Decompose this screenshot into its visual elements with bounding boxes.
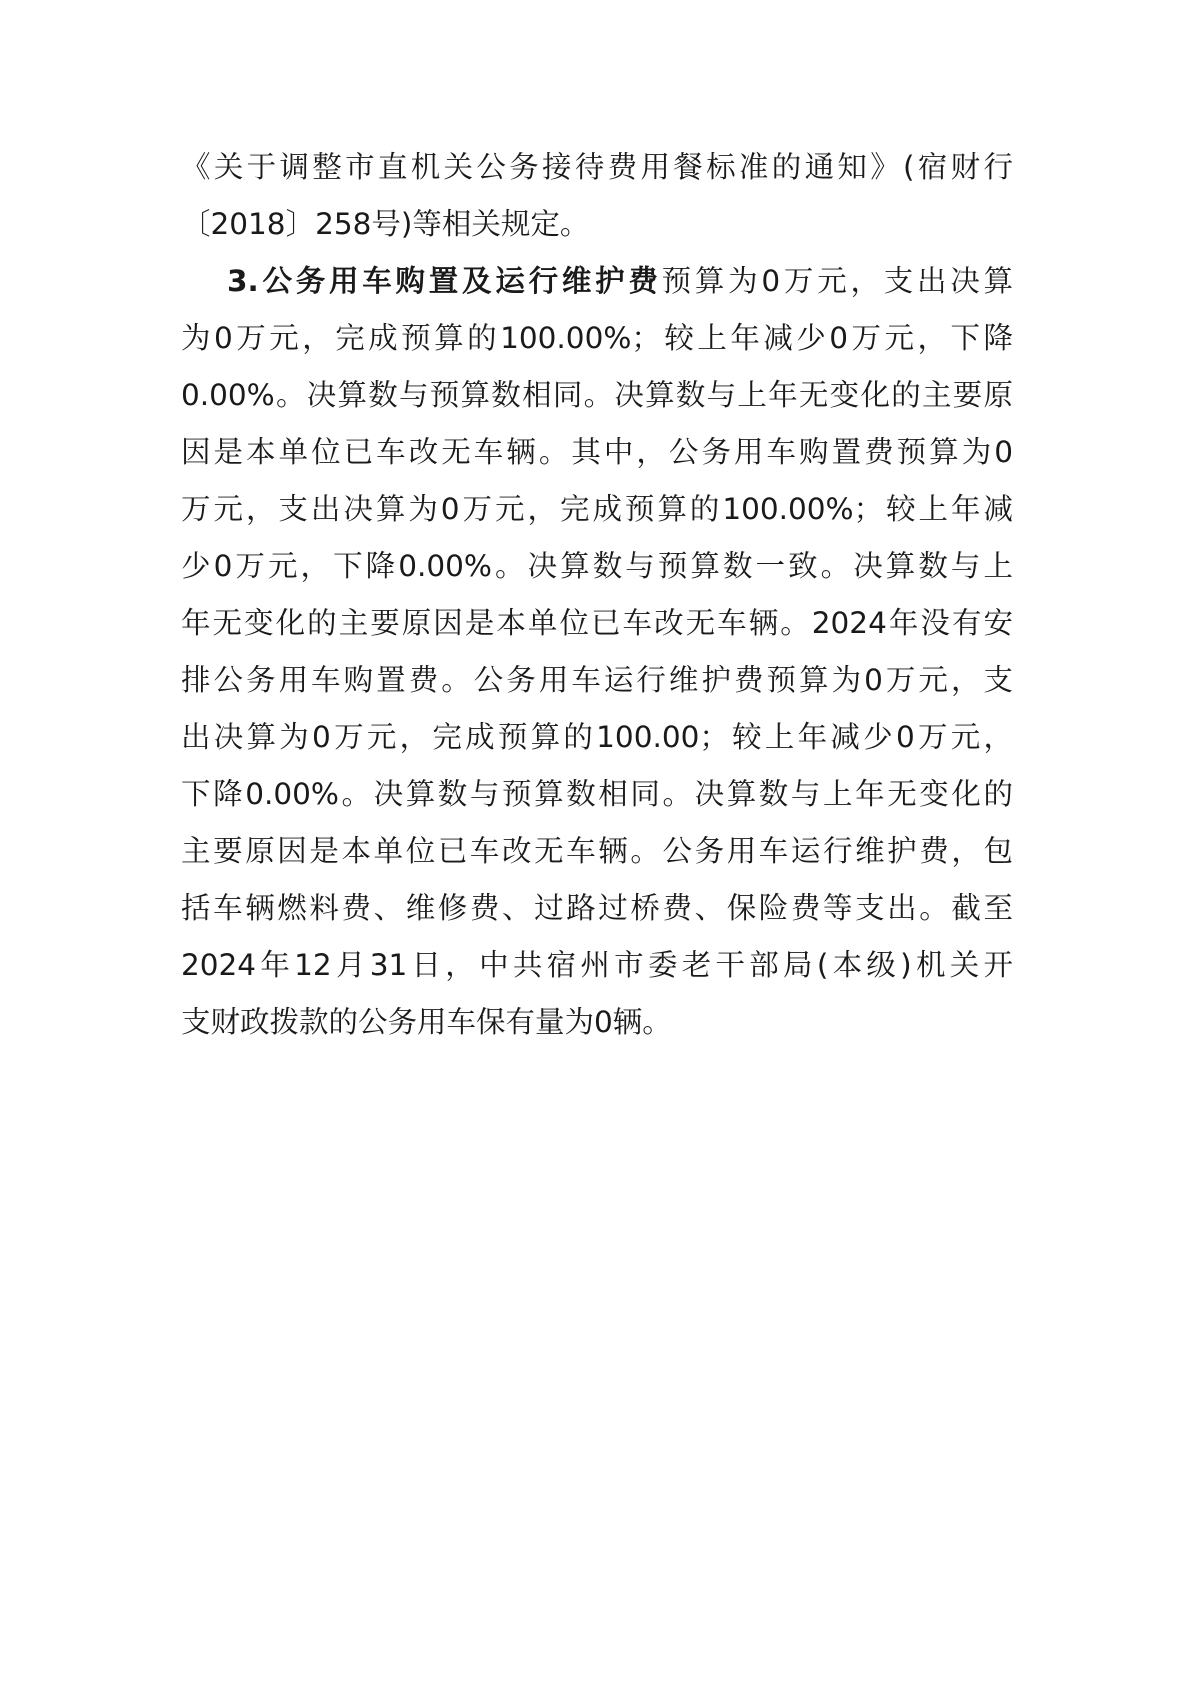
paragraph-text: 预算为0万元，支出决算	[661, 264, 1013, 298]
paragraph-line: 出决算为0万元，完成预算的100.00；较上年减少0万元，	[181, 720, 1013, 754]
section-heading-line	[227, 261, 1013, 301]
paragraph-line: 2024年12月31日，中共宿州市委老干部局(本级)机关开	[181, 948, 1013, 982]
paragraph-line: 〔2018〕258号)等相关规定。	[181, 207, 590, 241]
paragraph-line: 为0万元，完成预算的100.00%；较上年减少0万元，下降	[181, 321, 1013, 355]
section-heading: 3.公务用车购置及运行维护费	[227, 264, 662, 298]
paragraph-line: 万元，支出决算为0万元，完成预算的100.00%；较上年减	[181, 492, 1013, 526]
paragraph-line: 因是本单位已车改无车辆。其中，公务用车购置费预算为0	[181, 435, 1013, 469]
paragraph-line: 下降0.00%。决算数与预算数相同。决算数与上年无变化的	[181, 777, 1013, 811]
paragraph-line: 支财政拨款的公务用车保有量为0辆。	[181, 1005, 672, 1039]
paragraph-line: 少0万元，下降0.00%。决算数与预算数一致。决算数与上	[181, 549, 1013, 583]
paragraph-line: 主要原因是本单位已车改无车辆。公务用车运行维护费，包	[181, 834, 1013, 868]
paragraph-line: 0.00%。决算数与预算数相同。决算数与上年无变化的主要原	[181, 378, 1013, 412]
paragraph-line: 《关于调整市直机关公务接待费用餐标准的通知》(宿财行	[181, 150, 1013, 184]
paragraph-line: 排公务用车购置费。公务用车运行维护费预算为0万元，支	[181, 663, 1013, 697]
paragraph-line: 年无变化的主要原因是本单位已车改无车辆。2024年没有安	[181, 606, 1013, 640]
paragraph-line: 括车辆燃料费、维修费、过路过桥费、保险费等支出。截至	[181, 891, 1013, 925]
